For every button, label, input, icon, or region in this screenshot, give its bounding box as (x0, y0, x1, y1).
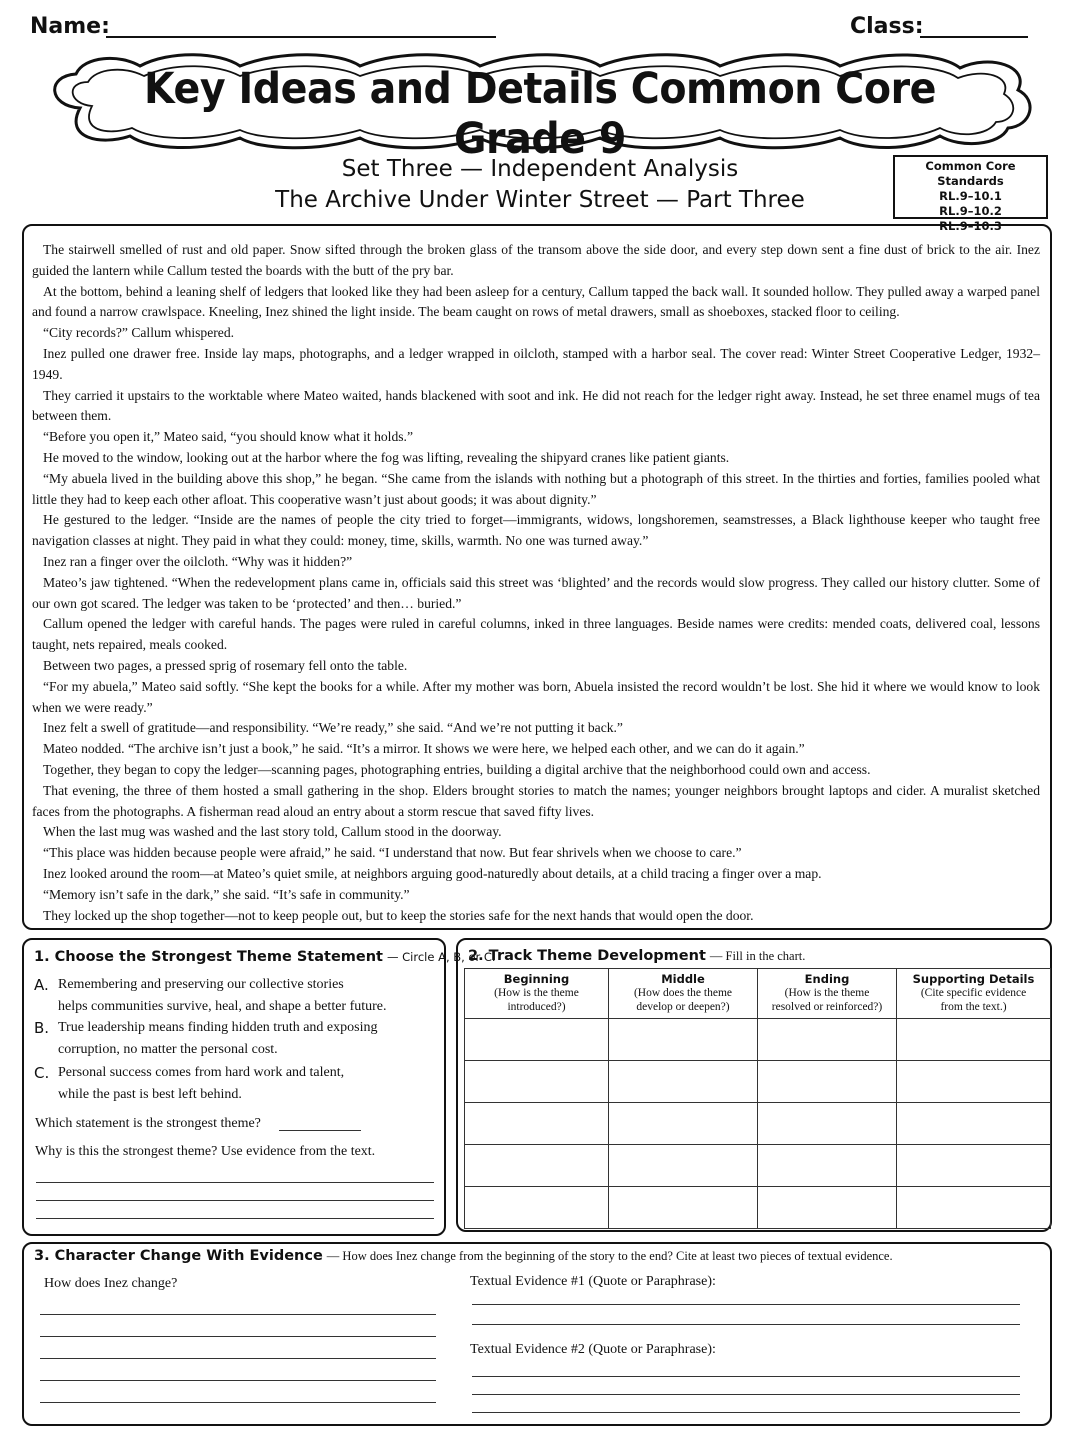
standards-box (893, 155, 1048, 233)
standard-code: RL.9–10.2 (939, 204, 1002, 218)
evidence-2-line[interactable] (472, 1412, 1020, 1413)
chart-row (465, 1145, 1051, 1187)
name-field[interactable] (106, 36, 496, 38)
story-paragraph: “Memory isn’t safe in the dark,” she said. “It’s safe in community.” (43, 886, 410, 902)
story-paragraph: “For my abuela,” Mateo said softly. “She kept the books for a while. After my mother was born, Abuela insisted the record wouldn’t be lost. She hid it where we would know to look when we were ready.” (32, 678, 1040, 715)
option-text: True leadership means finding hidden truth and exposing (58, 1020, 378, 1035)
story-paragraph: “My abuela lived in the building above this shop,” he began. “She came from the islands with nothing but a photograph of this street. In the thirties and forties, families pooled what little they had to keep each other afloat. This cooperative wasn’t just about goods; it was about dignity.” (32, 470, 1040, 507)
q1-answer-line[interactable] (36, 1182, 434, 1183)
option-text: Remembering and preserving our collective stories (58, 977, 344, 992)
story-passage (22, 224, 1052, 930)
story-paragraph: They locked up the shop together—not to keep people out, but to keep the stories safe for the next hands that would open the door. (43, 907, 754, 923)
standards-title: Common Core Standards (925, 159, 1016, 188)
chart-cell[interactable] (609, 1061, 758, 1103)
evidence-1-label: Textual Evidence #1 (470, 1274, 585, 1289)
story-paragraph: He gestured to the ledger. “Inside are the names of people the city tried to forget—immigrants, widows, longshoremen, seamstresses, a Black lighthouse keeper who taught free navigation classes at night. They paid in what they could: money, time, skills, warmth. No one was turned away.” (32, 512, 1040, 549)
q3-change-line[interactable] (40, 1336, 436, 1337)
q2-title: 2. Track Theme Development (468, 948, 706, 964)
option-text: Personal success comes from hard work and talent, (58, 1065, 345, 1080)
story-paragraph: At the bottom, behind a leaning shelf of ledgers that looked like they had been asleep for a century, Callum tapped the back wall. It sounded hollow. They pulled away a warped panel and found a narrow crawlspace. Kneeling, Inez shined the light inside. The beam caught on rows of metal drawers, small as shoeboxes, stacked floor to ceiling. (32, 283, 1040, 320)
q3-title: 3. Character Change With Evidence (34, 1248, 323, 1264)
evidence-1-note: (Quote or Paraphrase): (588, 1274, 716, 1289)
option-text: while the past is best left behind. (58, 1087, 242, 1102)
q3-change-line[interactable] (40, 1314, 436, 1315)
chart-cell[interactable] (465, 1187, 609, 1229)
evidence-2-note: (Quote or Paraphrase): (588, 1342, 716, 1357)
q1-why-prompt: Why is this the strongest theme? Use evidence from the text. (35, 1144, 376, 1159)
chart-header-supporting-details: Supporting Details (Cite specific evidence from the text.) (897, 969, 1051, 1019)
q2-instruction: — Fill in the chart. (709, 949, 806, 963)
story-paragraph: Between two pages, a pressed sprig of rosemary fell onto the table. (43, 657, 408, 673)
name-label: Name: (30, 14, 110, 39)
story-paragraph: Mateo’s jaw tightened. “When the redevelopment plans came in, officials said this street was ‘blighted’ and the records would slow progress. They called our history clutter. Some of our own got scared. The ledger was taken to be ‘protected’ and then… buried.” (32, 574, 1040, 611)
chart-header-beginning: Beginning (How is the theme introduced?) (465, 969, 609, 1019)
set-subtitle: Set Three — Independent Analysis (341, 156, 739, 182)
q3-panel (22, 1242, 1052, 1426)
q3-instruction: — How does Inez change from the beginning of the story to the end? Cite at least two pieces of textual evidence. (326, 1249, 893, 1263)
story-paragraph: Callum opened the ledger with careful hands. The pages were ruled in careful columns, inked in three languages. Beside names were credits: mended coats, delivered coal, lessons taught, nets repaired, meals cooked. (32, 616, 1040, 653)
q1-option-b[interactable] (34, 1017, 377, 1061)
story-paragraph: Inez pulled one drawer free. Inside lay maps, photographs, and a ledger wrapped in oilcloth, stamped with a harbor seal. The cover read: Winter Street Cooperative Ledger, 1932–1949. (32, 345, 1040, 382)
story-paragraph: Mateo nodded. “The archive isn’t just a book,” he said. “It’s a mirror. It shows we were here, we helped each other, and we can do it again.” (43, 741, 805, 757)
story-paragraph: Inez felt a swell of gratitude—and responsibility. “We’re ready,” she said. “And we’re not putting it back.” (43, 720, 623, 736)
story-paragraph: The stairwell smelled of rust and old paper. Snow sifted through the broken glass of the transom above the side door, and every step down sent a fine dust of brick to the air. Inez guided the lantern while Callum tested the boards with the butt of the pry bar. (32, 242, 1040, 278)
chart-cell[interactable] (758, 1061, 897, 1103)
q2-panel (456, 938, 1052, 1232)
evidence-1-line[interactable] (472, 1304, 1020, 1305)
q3-change-line[interactable] (40, 1402, 436, 1403)
evidence-2-line[interactable] (472, 1376, 1020, 1377)
q1-option-c[interactable] (34, 1062, 344, 1106)
evidence-1-line[interactable] (472, 1324, 1020, 1325)
chart-cell[interactable] (758, 1019, 897, 1061)
chart-cell[interactable] (897, 1019, 1051, 1061)
evidence-2-label: Textual Evidence #2 (470, 1342, 585, 1357)
chart-cell[interactable] (609, 1187, 758, 1229)
story-paragraph: They carried it upstairs to the worktable where Mateo waited, hands blackened with soot and ink. He did not reach for the ledger right away. Instead, he set three enamel mugs of tea between them. (32, 387, 1040, 424)
q1-answer-line[interactable] (36, 1218, 434, 1219)
story-paragraph: “City records?” Callum whispered. (43, 325, 235, 341)
chart-cell[interactable] (465, 1103, 609, 1145)
option-letter: C. (34, 1064, 50, 1082)
chart-cell[interactable] (758, 1103, 897, 1145)
chart-row (465, 1103, 1051, 1145)
q1-panel (22, 938, 496, 1236)
standard-code: RL.9–10.1 (939, 189, 1002, 203)
q1-option-a[interactable] (34, 974, 387, 1018)
story-paragraph: When the last mug was washed and the last story told, Callum stood in the doorway. (43, 824, 502, 840)
chart-row (465, 1061, 1051, 1103)
option-letter: B. (34, 1019, 50, 1037)
q1-title: 1. Choose the Strongest Theme Statement (34, 949, 383, 965)
story-paragraph: “This place was hidden because people were afraid,” he said. “I understand that now. But fear shrivels when we choose to care.” (43, 845, 742, 861)
chart-cell[interactable] (897, 1103, 1051, 1145)
story-paragraph: “Before you open it,” Mateo said, “you should know what it holds.” (43, 429, 413, 445)
standard-code: RL.9–10.3 (939, 219, 1002, 233)
q3-left-prompt: How does Inez change? (44, 1276, 178, 1291)
chart-cell[interactable] (465, 1019, 609, 1061)
chart-cell[interactable] (465, 1145, 609, 1187)
q1-answer-line[interactable] (36, 1200, 434, 1201)
q3-change-line[interactable] (40, 1380, 436, 1381)
chart-cell[interactable] (609, 1145, 758, 1187)
chart-cell[interactable] (897, 1145, 1051, 1187)
chart-header-middle: Middle (How does the theme develop or deepen?) (609, 969, 758, 1019)
option-text: corruption, no matter the personal cost. (58, 1042, 278, 1057)
evidence-2-line[interactable] (472, 1394, 1020, 1395)
chart-cell[interactable] (758, 1187, 897, 1229)
chart-cell[interactable] (897, 1061, 1051, 1103)
class-field[interactable] (920, 36, 1028, 38)
chart-cell[interactable] (758, 1145, 897, 1187)
q1-instruction: — Circle A, B, or C. (386, 950, 496, 964)
story-paragraph: Inez looked around the room—at Mateo’s quiet smile, at neighbors arguing good-naturedly about details, at a child tracing a finger over a map. (43, 865, 822, 881)
q3-change-line[interactable] (40, 1358, 436, 1359)
story-paragraph: That evening, the three of them hosted a small gathering in the shop. Elders brought stories to match the names; younger neighbors brought laptops and cider. A muralist sketched faces from the photographs. A fisherman read aloud an entry about a storm rescue that saved fifty lives. (32, 782, 1040, 819)
story-paragraph: Inez ran a finger over the oilcloth. “Why was it hidden?” (43, 553, 353, 569)
chart-row (465, 1019, 1051, 1061)
story-paragraph: He moved to the window, looking out at the harbor where the fog was lifting, revealing the shipyard cranes like patient giants. (43, 449, 730, 465)
class-label: Class: (850, 14, 924, 39)
option-letter: A. (34, 976, 49, 994)
chart-header-ending: Ending (How is the theme resolved or reinforced?) (758, 969, 897, 1019)
chart-cell[interactable] (465, 1061, 609, 1103)
chart-cell[interactable] (609, 1103, 758, 1145)
worksheet-title: Key Ideas and Details Common Core Grade 9 (143, 64, 937, 164)
chart-row (465, 1187, 1051, 1229)
q1-which-prompt: Which statement is the strongest theme? (35, 1116, 261, 1131)
story-paragraph: Together, they began to copy the ledger—scanning pages, photographing entries, building a digital archive that the neighborhood could own and access. (43, 761, 871, 777)
theme-development-chart (464, 968, 1051, 1229)
chart-cell[interactable] (897, 1187, 1051, 1229)
option-text: helps communities survive, heal, and shape a better future. (58, 999, 387, 1014)
q1-which-answer-line[interactable] (279, 1130, 361, 1131)
story-subtitle: The Archive Under Winter Street — Part Three (275, 187, 805, 213)
chart-cell[interactable] (609, 1019, 758, 1061)
